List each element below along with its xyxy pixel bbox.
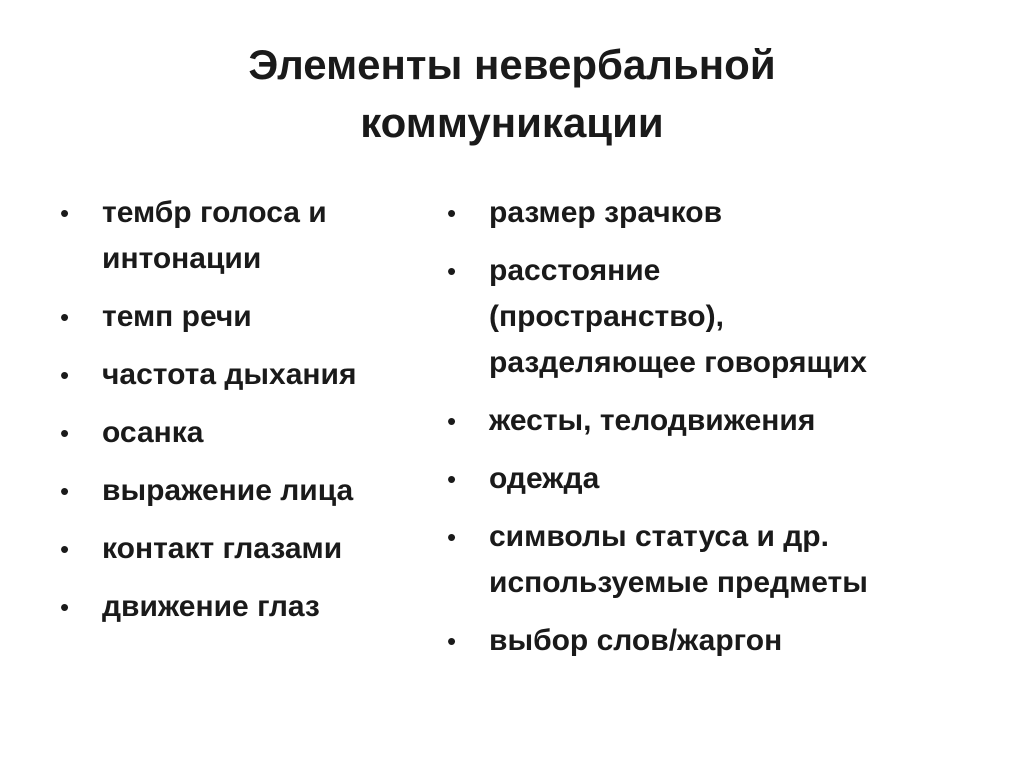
bullet-icon: • (60, 534, 70, 564)
list-item (60, 190, 440, 282)
list-item-text: жесты, телодвижения (489, 404, 816, 437)
bullet-icon: • (60, 302, 70, 332)
bullet-icon: • (447, 464, 457, 494)
title-line-2: коммуникации (360, 99, 664, 146)
list-item (60, 584, 440, 630)
list-item (447, 514, 1007, 606)
bullet-icon: • (60, 360, 70, 390)
list-item (60, 352, 440, 398)
list-item (447, 456, 1007, 502)
list-item (447, 190, 1007, 236)
bullet-icon: • (447, 522, 457, 552)
list-item-text: выражение лица (102, 474, 354, 507)
bullet-icon: • (60, 476, 70, 506)
bullet-icon: • (447, 256, 457, 286)
right-bullet-list (447, 190, 1007, 676)
bullet-icon: • (447, 626, 457, 656)
list-item (60, 294, 440, 340)
title-line-1: Элементы невербальной (248, 41, 776, 88)
list-item (60, 468, 440, 514)
bullet-icon: • (60, 418, 70, 448)
list-item (447, 398, 1007, 444)
list-item-text: тембр голоса и интонации (102, 196, 327, 275)
bullet-icon: • (60, 592, 70, 622)
list-item-text: выбор слов/жаргон (489, 624, 783, 657)
list-item-text: осанка (102, 416, 204, 449)
left-bullet-list (60, 190, 440, 642)
list-item (60, 410, 440, 456)
bullet-icon: • (447, 198, 457, 228)
list-item-text: одежда (489, 462, 600, 495)
list-item (447, 248, 1007, 386)
list-item-text: размер зрачков (489, 196, 723, 229)
list-item-text: контакт глазами (102, 532, 343, 565)
slide-title (150, 36, 874, 152)
list-item-text: частота дыхания (102, 358, 357, 391)
list-item-text: темп речи (102, 300, 252, 333)
list-item-text: движение глаз (102, 590, 320, 623)
list-item-text: символы статуса и др. используемые предметы (489, 520, 868, 599)
list-item (60, 526, 440, 572)
bullet-icon: • (447, 406, 457, 436)
list-item (447, 618, 1007, 664)
bullet-icon: • (60, 198, 70, 228)
list-item-text: расстояние (пространство), разделяющее говорящих (489, 254, 867, 379)
